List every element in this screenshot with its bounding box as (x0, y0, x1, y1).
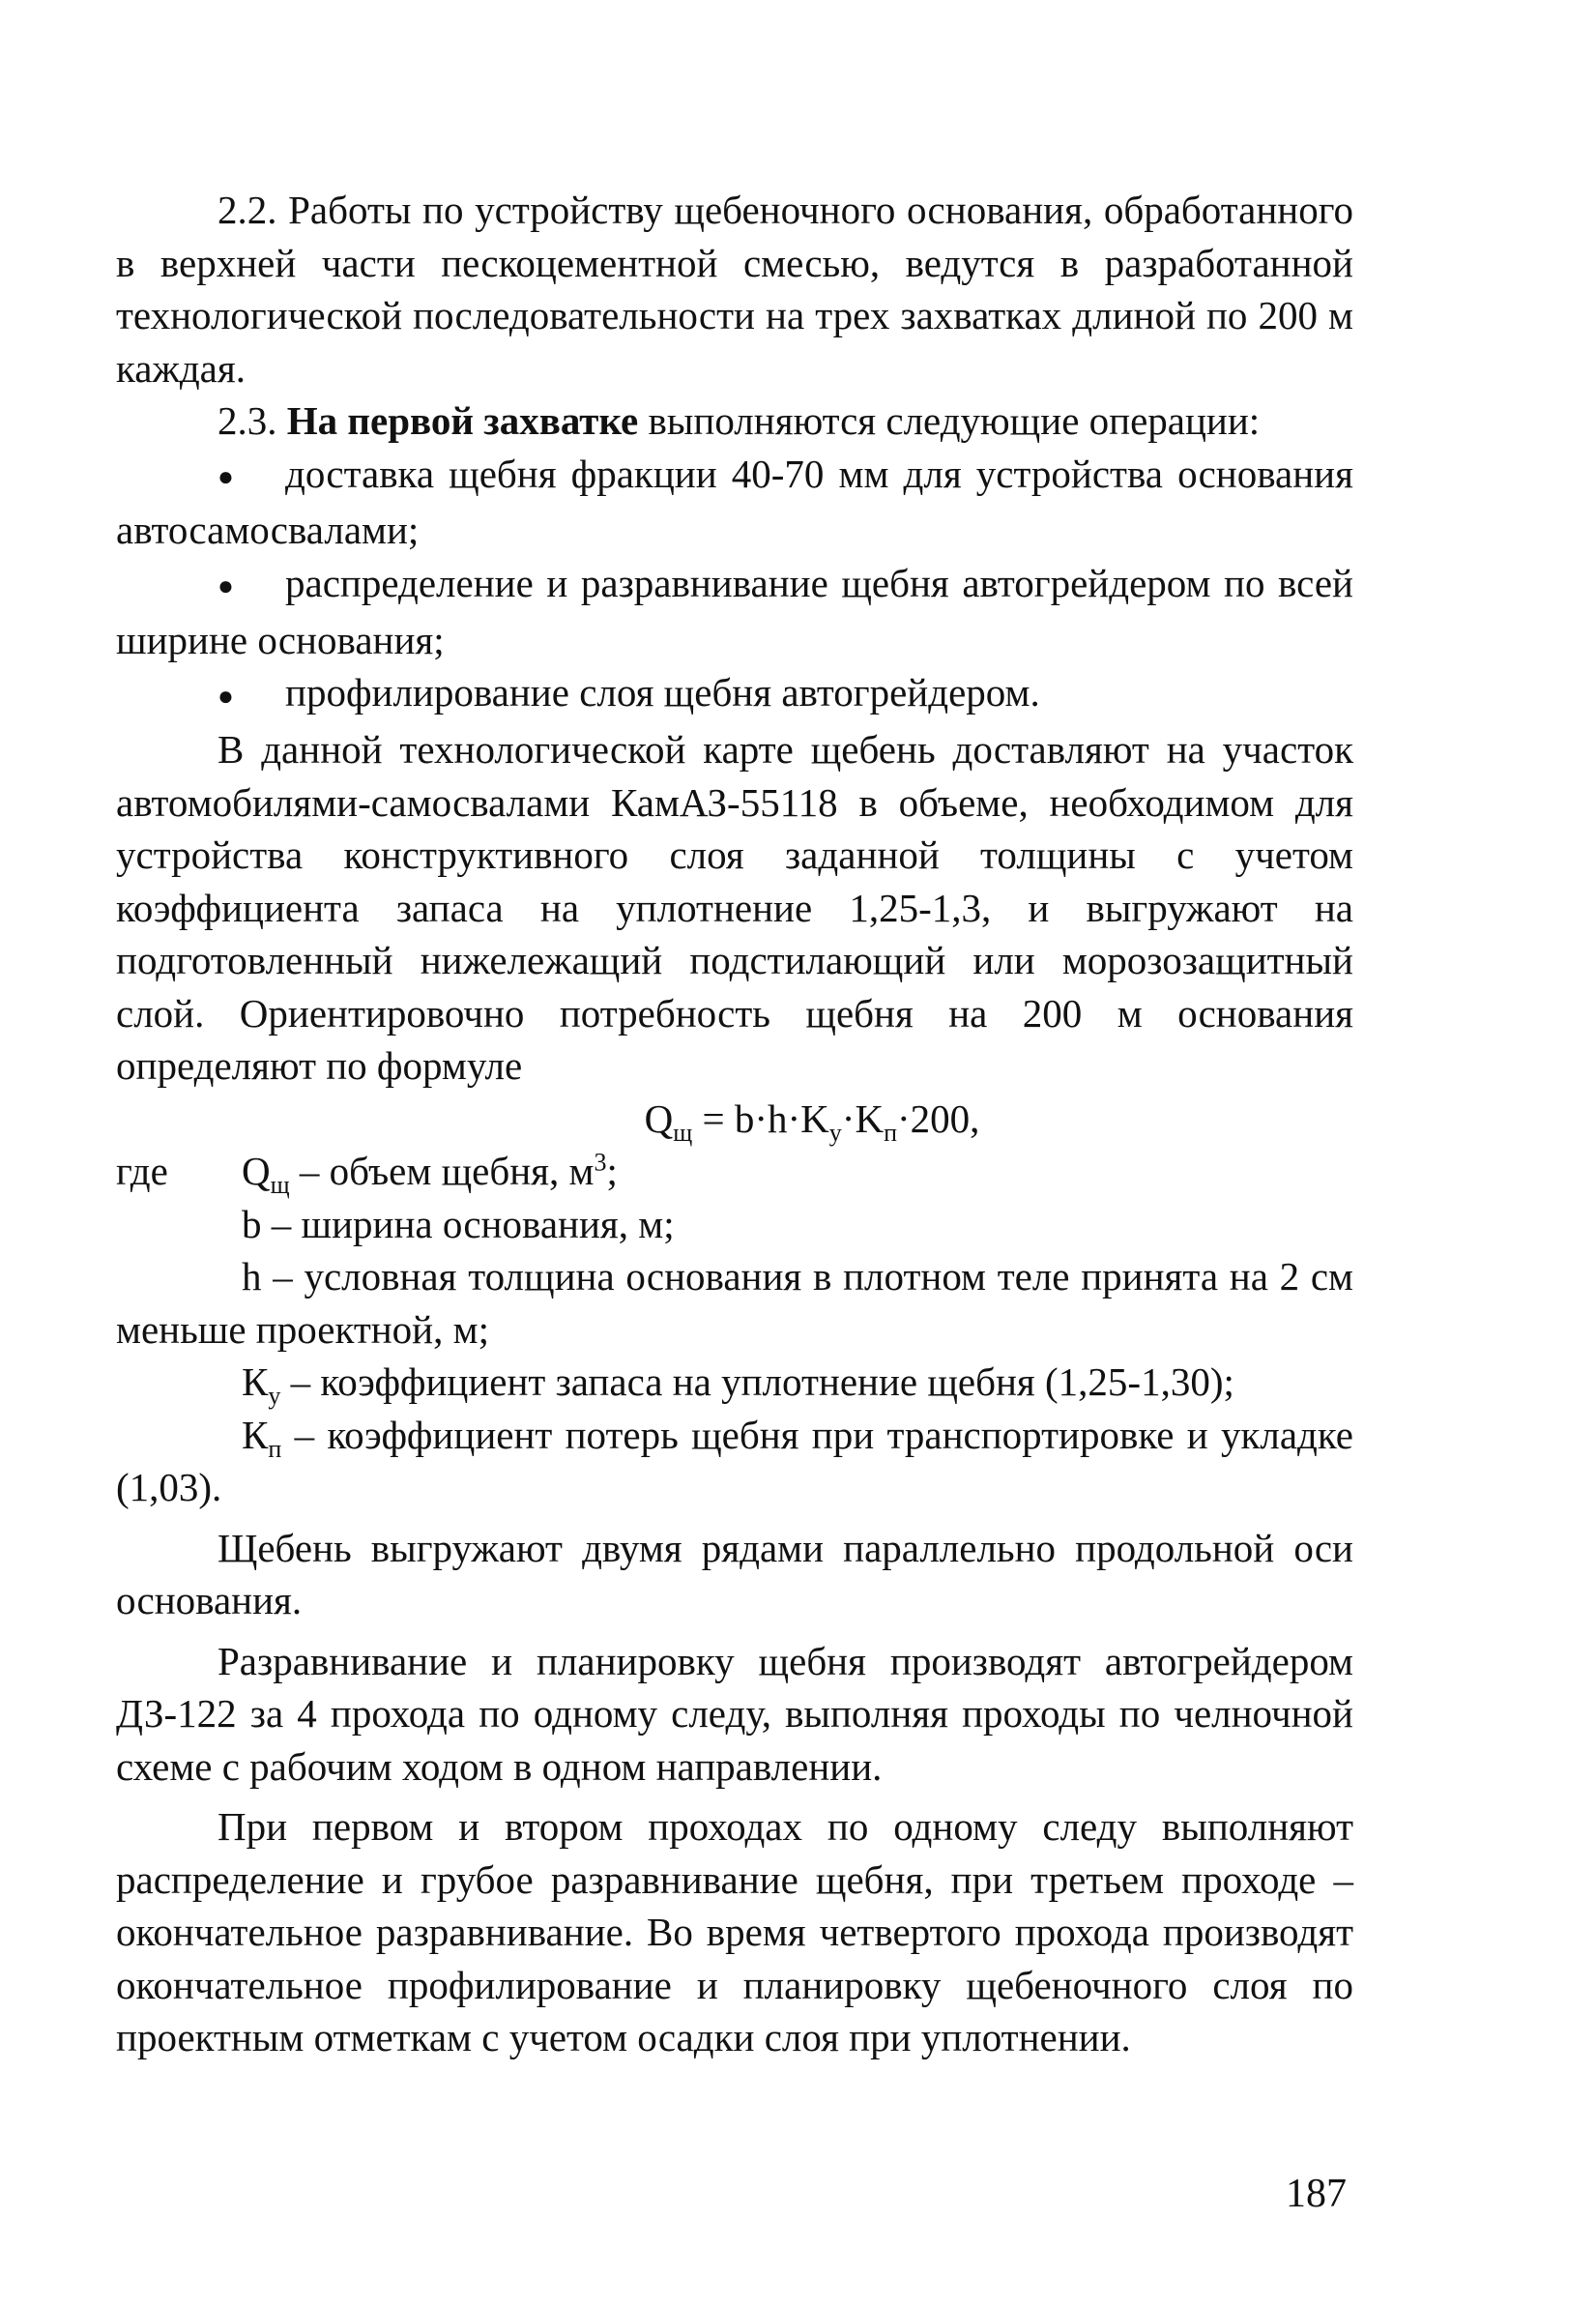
def-q-end: ; (606, 1149, 618, 1194)
bullet-text: распределение и разравнивание щебня автогрейдером по всей ширине основания; (116, 560, 1353, 662)
section-rest-text: выполняются следующие операции: (638, 398, 1261, 443)
definition-b: b – ширина основания, м; (242, 1201, 675, 1246)
bold-lead-text: На первой захватке (286, 398, 639, 443)
formula-kp-subscript: п (884, 1118, 897, 1147)
formula-mid: ·K (841, 1095, 885, 1141)
definition-kp (116, 1409, 1353, 1514)
def-kp-label: К (242, 1412, 269, 1457)
paragraph-unload: Щебень выгружают двумя рядами параллельно продольной оси основания. (116, 1525, 1353, 1623)
paragraph-2-2: 2.2. Работы по устройству щебеночного основания, обработанного в верхней части пескоцементной смесью, ведутся в разработанной технологической последовательности на трех захватках длиной по 200 м каждая. (116, 188, 1353, 391)
bullet-item (116, 557, 1353, 666)
definition-h: h – условная толщина основания в плотном теле принята на 2 см меньше проектной, м; (116, 1254, 1353, 1352)
page-number: 187 (1286, 2172, 1347, 2216)
where-label: где (116, 1149, 168, 1194)
paragraph-2-3 (116, 394, 1353, 448)
bullet-icon: ● (218, 681, 234, 712)
spacer (116, 1514, 1353, 1522)
paragraph-passes: При первом и втором проходах по одному следу выполняют распределение и грубое разравнивание щебня, при третьем проходе – окончательное разравнивание. Во время четвертого прохода производят окончательное профилирование и планировку щебеночного слоя по проектным отметкам с учетом осадки слоя при уплотнении. (116, 1804, 1353, 2060)
def-q-subscript: щ (270, 1171, 290, 1200)
def-kp-subscript: п (268, 1434, 282, 1463)
bullet-item (116, 666, 1353, 723)
def-q-text: – объем щебня, м (289, 1149, 595, 1194)
spacer (116, 1793, 1353, 1800)
definition-ky (116, 1356, 1353, 1409)
formula-body: = b·h·K (692, 1095, 829, 1141)
paragraph-grader: Разравнивание и планировку щебня производят автогрейдером ДЗ-122 за 4 прохода по одному следу, выполняя проходы по челночной схеме с рабочим ходом в одном направлении. (116, 1638, 1353, 1789)
def-q-label: Q (242, 1149, 271, 1194)
definition-q (116, 1145, 1353, 1198)
formula-q-subscript: щ (673, 1118, 693, 1147)
bullet-item (116, 448, 1353, 557)
bullet-icon: ● (218, 461, 234, 492)
formula (116, 1093, 1353, 1146)
def-ky-label: К (242, 1359, 269, 1405)
bullet-icon: ● (218, 571, 234, 602)
formula-ky-subscript: у (828, 1118, 842, 1147)
def-ky-text: – коэффициент запаса на уплотнение щебня (1,25-1,30); (280, 1359, 1234, 1405)
def-ky-subscript: у (268, 1382, 281, 1411)
bullet-text: доставка щебня фракции 40-70 мм для устройства основания автосамосвалами; (116, 451, 1353, 553)
document-page (116, 184, 1353, 2064)
formula-tail: ·200, (896, 1095, 980, 1141)
spacer (116, 1627, 1353, 1635)
def-kp-text: – коэффициент потерь щебня при транспортировке и укладке (1,03). (116, 1412, 1353, 1510)
formula-q: Q (644, 1095, 674, 1141)
bullet-text: профилирование слоя щебня автогрейдером. (285, 670, 1040, 715)
paragraph-delivery: В данной технологической карте щебень доставляют на участок автомобилями-самосвалами КамАЗ-55118 в объеме, необходимом для устройства конструктивного слоя заданной толщины с учетом коэффициента запаса на уплотнение 1,25-1,3, и выгружают на подготовленный нижележащий подстилающий или морозозащитный слой. Ориентировочно потребность щебня на 200 м основания определяют по формуле (116, 727, 1353, 1089)
def-q-superscript: 3 (594, 1148, 607, 1177)
section-number: 2.3. (218, 398, 277, 443)
